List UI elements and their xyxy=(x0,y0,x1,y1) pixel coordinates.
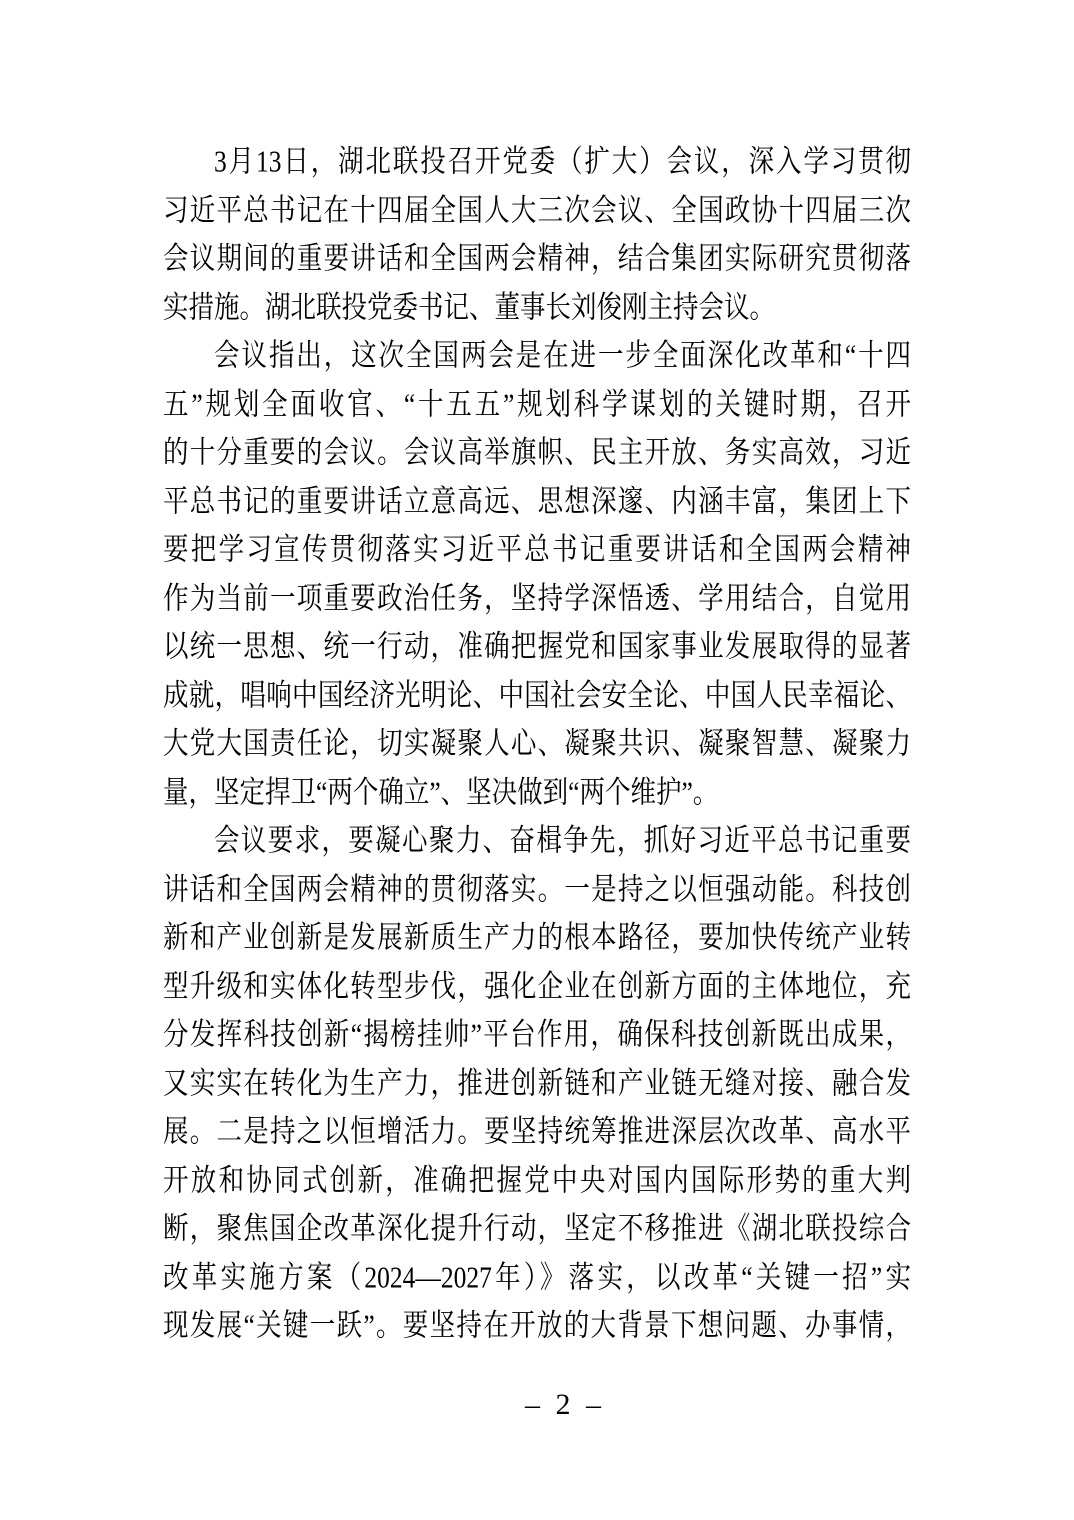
text-line: 作为当前一项重要政治任务，坚持学深悟透、学用结合，自觉用 xyxy=(163,580,911,616)
document-body xyxy=(163,138,911,1351)
text-line: 改革实施方案（2024—2027年）》落实，以改革“关键一招”实 xyxy=(163,1259,911,1295)
text-line: 要把学习宣传贯彻落实习近平总书记重要讲话和全国两会精神 xyxy=(163,531,911,567)
text-line: 分发挥科技创新“揭榜挂帅”平台作用，确保科技创新既出成果， xyxy=(163,1016,911,1052)
text-line: 量，坚定捍卫“两个确立”、坚决做到“两个维护”。 xyxy=(163,774,719,810)
text-line: 会议指出，这次全国两会是在进一步全面深化改革和“十四 xyxy=(214,337,911,373)
text-line: 讲话和全国两会精神的贯彻落实。一是持之以恒强动能。科技创 xyxy=(163,871,911,907)
text-line: 五”规划全面收官、“十五五”规划科学谋划的关键时期，召开 xyxy=(163,386,911,422)
text-line: 型升级和实体化转型步伐，强化企业在创新方面的主体地位，充 xyxy=(163,968,911,1004)
text-line: 会议要求，要凝心聚力、奋楫争先，抓好习近平总书记重要 xyxy=(214,822,911,858)
text-line: 的十分重要的会议。会议高举旗帜、民主开放、务实高效，习近 xyxy=(163,434,911,470)
text-line: 平总书记的重要讲话立意高远、思想深邃、内涵丰富，集团上下 xyxy=(163,483,911,519)
text-line: 成就，唱响中国经济光明论、中国社会安全论、中国人民幸福论、 xyxy=(163,677,911,713)
text-line: 现发展“关键一跃”。要坚持在开放的大背景下想问题、办事情， xyxy=(163,1307,911,1343)
text-line: 会议期间的重要讲话和全国两会精神，结合集团实际研究贯彻落 xyxy=(163,240,911,276)
text-line: 新和产业创新是发展新质生产力的根本路径，要加快传统产业转 xyxy=(163,919,911,955)
text-line: 大党大国责任论，切实凝聚人心、凝聚共识、凝聚智慧、凝聚力 xyxy=(163,725,911,761)
text-line: 展。二是持之以恒增活力。要坚持统筹推进深层次改革、高水平 xyxy=(163,1113,911,1149)
text-line: 3月13日，湖北联投召开党委（扩大）会议，深入学习贯彻 xyxy=(214,143,911,179)
page-number: – 2 – xyxy=(525,1388,605,1421)
text-line: 习近平总书记在十四届全国人大三次会议、全国政协十四届三次 xyxy=(163,192,911,228)
text-line: 开放和协同式创新，准确把握党中央对国内国际形势的重大判 xyxy=(163,1162,911,1198)
text-line: 断，聚焦国企改革深化提升行动，坚定不移推进《湖北联投综合 xyxy=(163,1210,911,1246)
text-line: 实措施。湖北联投党委书记、董事长刘俊刚主持会议。 xyxy=(163,289,776,325)
text-line: 又实实在转化为生产力，推进创新链和产业链无缝对接、融合发 xyxy=(163,1065,911,1101)
text-line: 以统一思想、统一行动，准确把握党和国家事业发展取得的显著 xyxy=(163,628,911,664)
